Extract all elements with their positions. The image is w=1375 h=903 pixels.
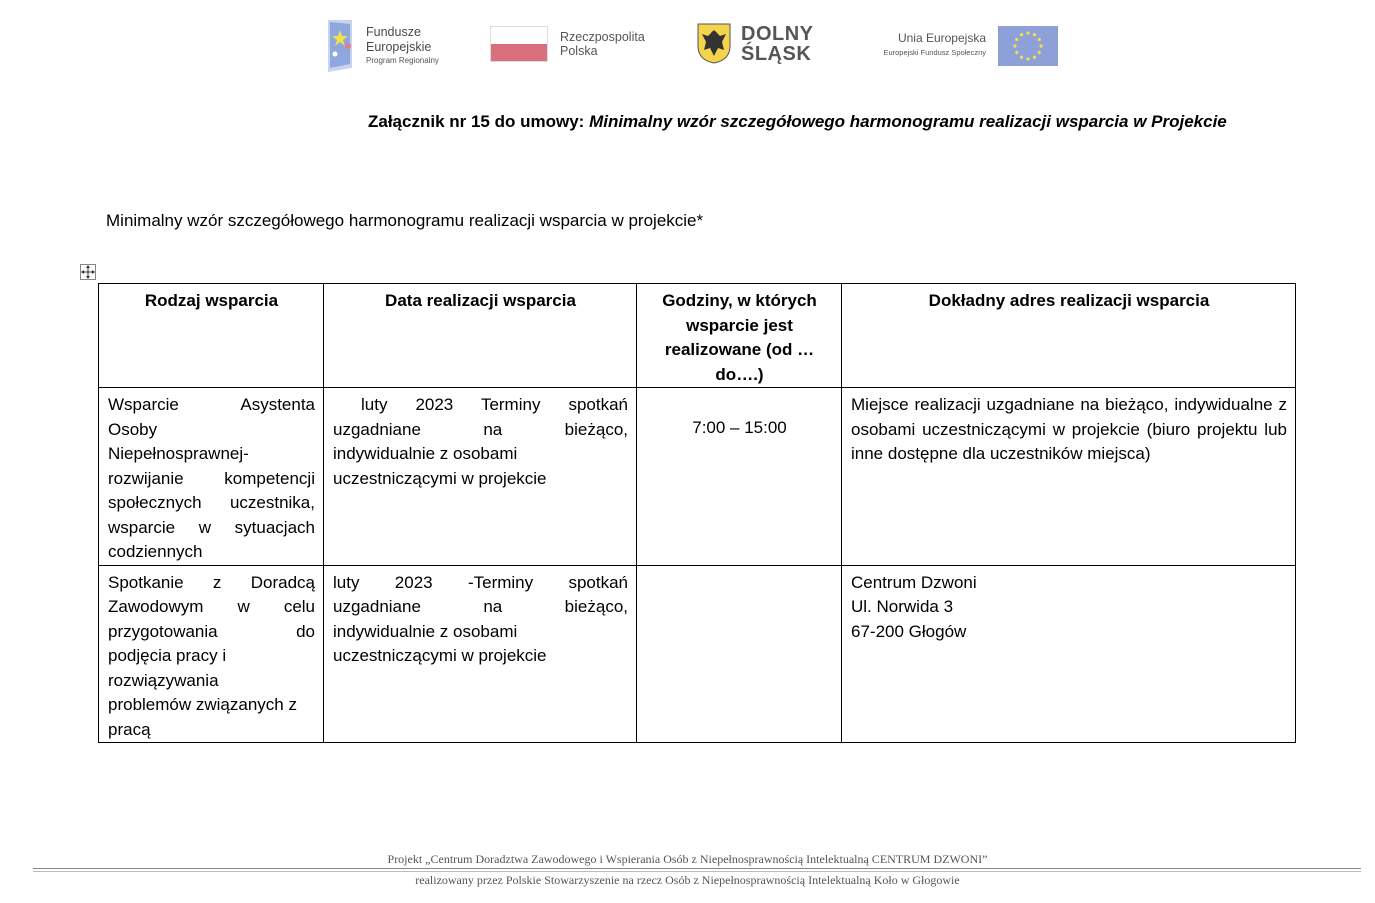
- address-line: Centrum Dzwoni: [851, 572, 977, 592]
- footer-project-line: Projekt „Centrum Doradztwa Zawodowego i Wspierania Osób z Niepełnosprawnością Intelektualną CENTRUM DZWONI”: [387, 852, 988, 866]
- document-subtitle: Minimalny wzór szczegółowego harmonogramu realizacji wsparcia w projekcie*: [106, 211, 704, 230]
- ue-logo-line1: Unia Europejska: [897, 31, 986, 45]
- fe-logo-line1: Fundusze: [366, 25, 421, 39]
- coat-of-arms-icon: [696, 22, 732, 64]
- address-line: 67-200 Głogów: [851, 621, 967, 641]
- fe-logo-line3: Program Regionalny: [366, 56, 439, 65]
- table-header-row: [99, 284, 1296, 388]
- row2-type: Spotkanie z Doradcą Zawodowym w celu przygotowania do podjęcia pracy i rozwiązywania problemów związanych z pracą: [99, 565, 324, 743]
- logo-bar: [0, 14, 1375, 76]
- table-move-icon[interactable]: [80, 264, 96, 280]
- footer-organization-line: realizowany przez Polskie Stowarzyszenie na rzecz Osób z Niepełnosprawnością Intelektualną Koło w Głogowie: [415, 873, 960, 887]
- eu-flag-icon: [998, 26, 1058, 66]
- table-row: [99, 388, 1296, 566]
- row1-date: luty 2023 Terminy spotkań uzgadniane na bieżąco, indywidualnie z osobami uczestniczącymi w projekcie: [324, 388, 637, 566]
- header-hours: Godziny, w których wsparcie jest realizowane (od … do….): [637, 284, 842, 388]
- ds-logo-line2: ŚLĄSK: [741, 43, 812, 65]
- header-date: Data realizacji wsparcia: [324, 284, 637, 388]
- fe-logo-line2: Europejskie: [366, 40, 432, 54]
- poland-flag-icon: [490, 26, 548, 62]
- row2-hours: [637, 565, 842, 743]
- heading-prefix: Załącznik nr 15 do umowy:: [368, 112, 590, 131]
- row1-address: Miejsce realizacji uzgadniane na bieżąco, indywidualne z osobami uczestniczącymi w projekcie (biuro projektu lub inne dostępne dla uczestników miejsca): [842, 388, 1296, 566]
- row2-date: luty 2023 -Terminy spotkań uzgadniane na bieżąco, indywidualnie z osobami uczestniczącymi w projekcie: [324, 565, 637, 743]
- fundusze-europejskie-logo: [326, 16, 456, 72]
- row1-type: Wsparcie Asystenta Osoby Niepełnosprawnej- rozwijanie kompetencji społecznych uczestnika, wsparcie w sytuacjach codziennych: [99, 388, 324, 566]
- rp-logo-line1: Rzeczpospolita: [560, 30, 645, 44]
- header-address: Dokładny adres realizacji wsparcia: [842, 284, 1296, 388]
- ds-logo-line1: DOLNY: [741, 23, 814, 45]
- table-row: [99, 565, 1296, 743]
- heading-italic: Minimalny wzór szczegółowego harmonogramu realizacji wsparcia w Projekcie: [589, 112, 1227, 131]
- row2-address: [842, 565, 1296, 743]
- rp-logo-line2: Polska: [560, 44, 598, 58]
- unia-europejska-logo: [858, 24, 1058, 68]
- fundusze-star-icon: [326, 16, 360, 72]
- schedule-table: [98, 283, 1296, 743]
- ue-logo-line2: Europejski Fundusz Społeczny: [883, 48, 986, 57]
- footer-divider: [33, 868, 1361, 872]
- header-support-type: Rodzaj wsparcia: [99, 284, 324, 388]
- row1-hours: 7:00 – 15:00: [637, 388, 842, 566]
- address-line: Ul. Norwida 3: [851, 597, 954, 616]
- rzeczpospolita-polska-logo: [490, 24, 665, 66]
- dolny-slask-logo: [696, 22, 826, 68]
- attachment-heading: [368, 112, 1328, 132]
